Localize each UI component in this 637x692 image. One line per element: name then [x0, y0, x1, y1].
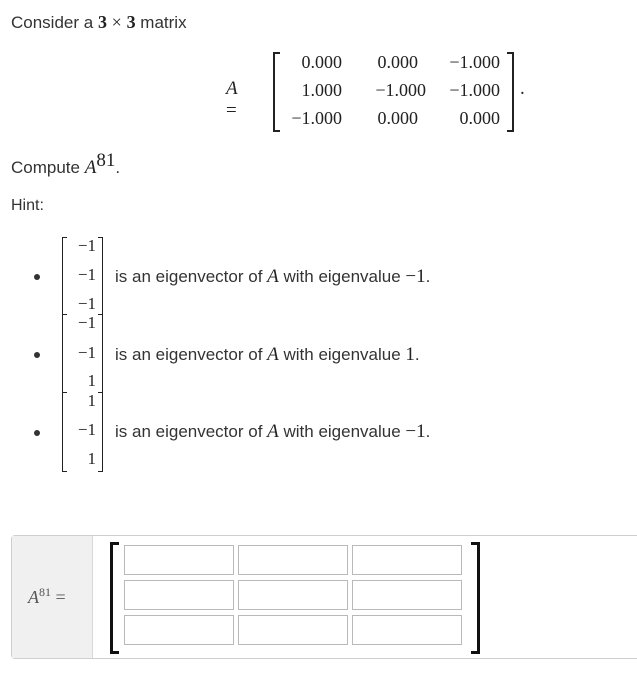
compute-base: A — [84, 157, 97, 178]
matrix-cell-r3c3: 0.000 — [459, 108, 500, 128]
vector-entry: −1 — [77, 343, 96, 362]
matrix-cell-r2c1: 1.000 — [301, 80, 342, 100]
dim-n: 3 — [97, 12, 107, 32]
answer-input-r3c3[interactable] — [352, 615, 462, 645]
hint-label: Hint: — [11, 197, 44, 214]
vector-right-bracket — [98, 392, 103, 472]
answer-left-bracket — [110, 542, 119, 654]
dim-m: 3 — [126, 12, 136, 32]
vector-entry: −1 — [77, 420, 96, 439]
matrix-cell-r3c2: 0.000 — [377, 108, 418, 128]
hint-text: is an eigenvector of A with eigenvalue 1. — [115, 344, 420, 365]
answer-input-r3c1[interactable] — [124, 615, 234, 645]
compute-prefix: Compute — [11, 158, 85, 177]
answer-input-r2c1[interactable] — [124, 580, 234, 610]
matrix-period: . — [520, 78, 525, 99]
answer-label-box — [12, 536, 93, 658]
times-sign: × — [111, 12, 122, 32]
matrix-cell-r1c2: 0.000 — [377, 52, 418, 72]
vector-entry: 1 — [87, 371, 96, 390]
answer-input-r1c3[interactable] — [352, 545, 462, 575]
matrix-cell-r2c3: −1.000 — [449, 80, 500, 100]
compute-exponent: 81 — [96, 150, 116, 171]
answer-label: $A^{81}$ = — [28, 585, 66, 607]
vector-entry: −1 — [77, 294, 96, 313]
bullet-marker — [34, 352, 40, 358]
answer-input-r1c1[interactable] — [124, 545, 234, 575]
compute-suffix: . — [115, 158, 121, 177]
vector-right-bracket — [98, 237, 103, 315]
vector-right-bracket — [98, 314, 103, 393]
answer-input-r2c3[interactable] — [352, 580, 462, 610]
vector-entry: −1 — [77, 236, 96, 255]
answer-right-bracket — [471, 542, 480, 654]
answer-input-r1c2[interactable] — [238, 545, 348, 575]
compute-instruction — [11, 150, 120, 179]
prompt-prefix: Consider a — [11, 13, 98, 32]
vector-entry: 1 — [87, 449, 96, 468]
bullet-marker — [34, 430, 40, 436]
matrix-cell-r2c2: −1.000 — [375, 80, 426, 100]
prompt-suffix: matrix — [135, 13, 187, 32]
matrix-right-bracket — [507, 52, 514, 132]
vector-entry: −1 — [77, 265, 96, 284]
matrix-cell-r1c1: 0.000 — [301, 52, 342, 72]
hint-text: is an eigenvector of A with eigenvalue −1. — [115, 421, 431, 442]
hint-text: is an eigenvector of A with eigenvalue −1. — [115, 266, 431, 287]
answer-panel — [11, 535, 637, 659]
bullet-marker — [34, 274, 40, 280]
answer-input-r2c2[interactable] — [238, 580, 348, 610]
matrix-cell-r3c1: −1.000 — [291, 108, 342, 128]
vector-entry: 1 — [87, 391, 96, 410]
matrix-cell-r1c3: −1.000 — [449, 52, 500, 72]
answer-input-r3c2[interactable] — [238, 615, 348, 645]
vector-entry: −1 — [77, 313, 96, 332]
problem-statement — [11, 11, 187, 34]
matrix-a-label: A = — [226, 78, 238, 121]
